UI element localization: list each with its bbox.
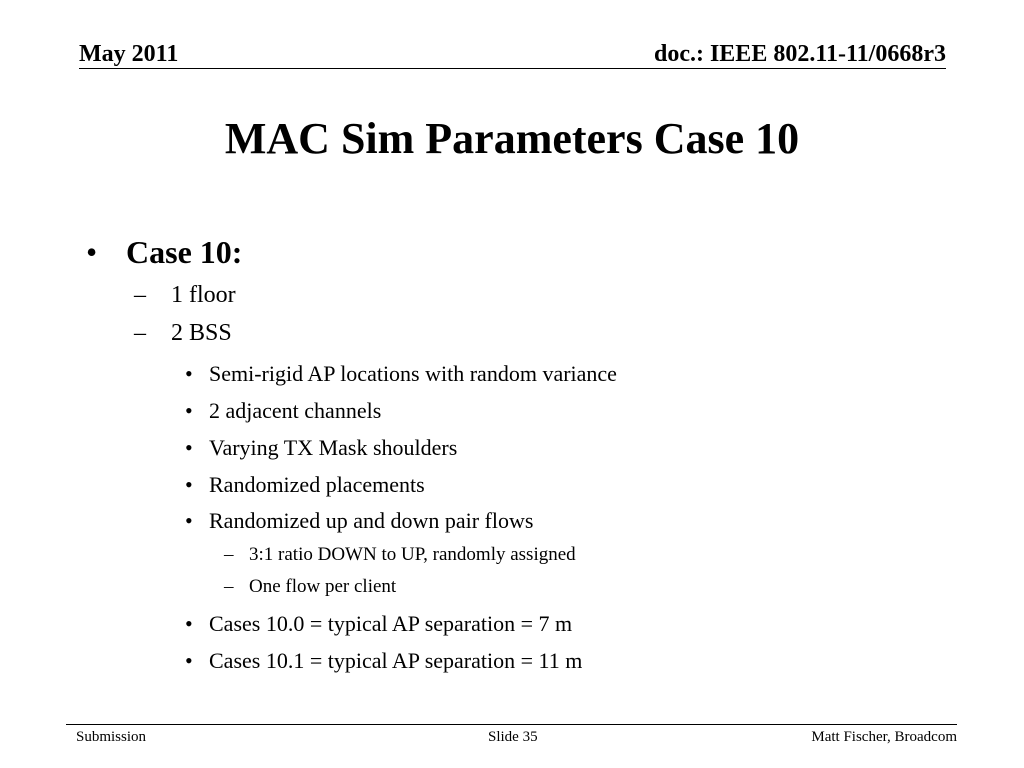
bullet-bss	[134, 318, 232, 348]
bullet-flows	[185, 507, 534, 535]
footer-author: Matt Fischer, Broadcom	[811, 729, 957, 745]
slide-title: MAC Sim Parameters Case 10	[224, 114, 800, 163]
footer-submission: Submission	[76, 729, 147, 745]
footer-slide-number: Slide 35	[488, 729, 538, 745]
header-document-id: doc.: IEEE 802.11-11/0668r3	[653, 41, 946, 67]
bullet-dot-icon: •	[185, 361, 193, 386]
bullet-tx-mask	[185, 434, 458, 462]
bullet-dot-icon: •	[185, 435, 193, 460]
bullet-dot-icon: •	[185, 611, 193, 636]
bullet-channels-text: 2 adjacent channels	[209, 398, 382, 423]
bullet-ap-locations	[185, 360, 617, 388]
bullet-dot-icon: •	[185, 398, 193, 423]
bullet-tx-mask-text: Varying TX Mask shoulders	[209, 435, 458, 460]
bullet-channels	[185, 397, 382, 425]
footer-divider	[66, 724, 957, 725]
bullet-flows-text: Randomized up and down pair flows	[209, 508, 534, 533]
bullet-dash-icon: –	[134, 282, 146, 308]
bullet-ap-locations-text: Semi-rigid AP locations with random variance	[209, 361, 617, 386]
bullet-dash-icon: –	[134, 320, 146, 346]
bullet-one-flow-text: One flow per client	[249, 576, 397, 597]
bullet-floors-text: 1 floor	[171, 282, 236, 308]
bullet-case-10-0-text: Cases 10.0 = typical AP separation = 7 m	[209, 611, 573, 636]
bullet-case-10-0	[185, 610, 573, 638]
bullet-case-10-1	[185, 647, 583, 675]
header-date: May 2011	[79, 41, 179, 67]
bullet-dot-icon: •	[185, 648, 193, 673]
bullet-dot-icon: •	[185, 472, 193, 497]
bullet-dash-icon: –	[224, 544, 234, 565]
bullet-case	[86, 233, 243, 271]
bullet-floors	[134, 280, 236, 310]
bullet-dot-icon: •	[185, 508, 193, 533]
bullet-ratio	[224, 543, 576, 567]
bullet-placements-text: Randomized placements	[209, 472, 425, 497]
bullet-case-text: Case 10:	[126, 234, 243, 270]
header-divider	[79, 68, 946, 69]
bullet-dash-icon: –	[224, 576, 234, 597]
bullet-ratio-text: 3:1 ratio DOWN to UP, randomly assigned	[249, 544, 576, 565]
bullet-bss-text: 2 BSS	[171, 320, 232, 346]
bullet-dot-icon: •	[86, 234, 98, 270]
bullet-case-10-1-text: Cases 10.1 = typical AP separation = 11 m	[209, 648, 583, 673]
bullet-one-flow	[224, 575, 397, 599]
bullet-placements	[185, 471, 425, 499]
